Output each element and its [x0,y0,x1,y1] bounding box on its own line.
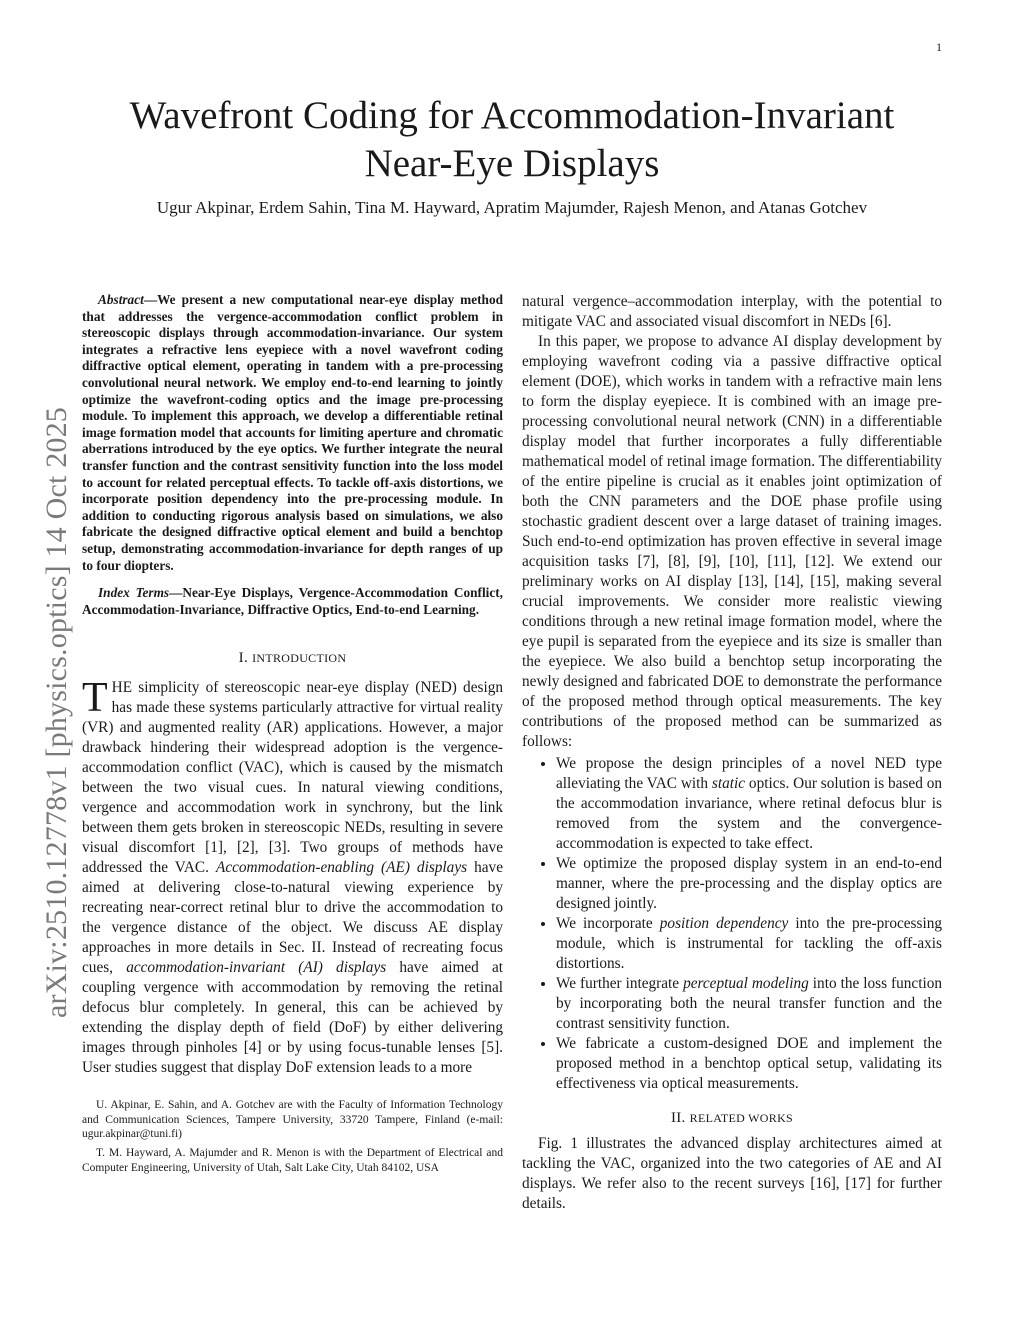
intro-text-c: have aimed at coupling vergence with accommodation by removing the retinal defocus blur completely. In general, this can be achieved by extending the display depth of field (DoF) by either delivering images through pinholes [4] or by using focus-tunable lenses [5]. User studies suggest that display DoF extension leads to a more [82,959,503,1077]
index-terms-label: Index Terms [98,585,170,601]
title-line-1: Wavefront Coding for Accommodation-Invariant [129,94,895,137]
intro-paragraph-1 [82,675,503,1078]
index-terms-text: —Near-Eye Displays, Vergence-Accommodation Conflict, Accommodation-Invariance, Diffractive Optics, End-to-end Learning. [82,585,503,617]
intro-text-b: have aimed at delivering close-to-natural viewing experience by recreating near-correct retinal blur to drive the accommodation to the vergence distance of the object. We discuss AE display approaches in more details in Sec. II. Instead of recreating focus cues, [82,859,503,977]
list-item: • We incorporate position dependency into the pre-processing module, which is instrumental for tackling the off-axis distortions. [556,914,942,974]
intro-text-a: HE simplicity of stereoscopic near-eye display (NED) design has made these systems particularly attractive for virtual reality (VR) and augmented reality (AR) applications. However, a major drawback hindering their widespread adoption is the vergence-accommodation conflict (VAC), which is caused by the mismatch between the two visual cues. In natural viewing conditions, vergence and accommodation work in synchrony, but the link between them gets broken in stereoscopic NEDs, resulting in severe visual discomfort [1], [2], [3]. Two groups of methods have addressed the VAC. [82,679,503,877]
title-line-2: Near-Eye Displays [364,142,660,185]
list-item: • We optimize the proposed display system in an end-to-end manner, where the pre-processing and the display optics are designed jointly. [556,854,942,914]
term-ae-displays: Accommodation-enabling (AE) displays [215,859,468,877]
abstract [82,292,503,574]
section-heading-introduction [82,648,503,668]
right-column [522,292,942,1214]
dropcap: T [82,675,108,722]
author-list: Ugur Akpinar, Erdem Sahin, Tina M. Hayward, Apratim Majumder, Rajesh Menon, and Atanas Gotchev [156,198,868,217]
left-column [82,292,503,1179]
arxiv-id: arXiv:2510.12778v1 [physics.optics] 14 Oct 2025 [40,407,73,1018]
section-number: II. [670,1110,686,1126]
intro-paragraph-2: In this paper, we propose to advance AI display development by employing wavefront coding via a passive diffractive optical element (DOE), which works in tandem with a refractive main lens to form the display eyepiece. It is combined with an image pre-processing convolutional neural network (CNN) in a differentiable display model that further incorporates a fully differentiable mathematical model of retinal image formation. The differentiability of the entire pipeline is crucial as it enables joint optimization of both the CNN parameters and the DOE phase profile using stochastic gradient descent over a large dataset of training images. Such end-to-end optimization has proven effective in several image acquisition tasks [7], [8], [9], [10], [11], [12]. We extend our preliminary works on AI display [13], [14], [15], making several crucial improvements. We consider more realistic viewing conditions through a new retinal image formation model, where the eye pupil is separated from the eyepiece and its size is smaller than the eyepiece. We also build a benchtop setup incorporating the newly designed and fabricated DOE to demonstrate the performance of the proposed method through optical measurements. The key contributions of the proposed method can be summarized as follows: [522,333,942,750]
abstract-text: —We present a new computational near-eye display method that addresses the vergence-accommodation conflict problem in stereoscopic displays through accommodation-invariance. Our system integrates a refractive lens eyepiece with a novel wavefront coding diffractive optical element, operating in tandem with a pre-processing convolutional neural network. We employ end-to-end learning to jointly optimize the wavefront-coding optics and the image pre-processing module. To implement this approach, we develop a differentiable retinal image formation model that accounts for limiting aperture and chromatic aberrations introduced by the eye optics. We further integrate the neural transfer function and the contrast sensitivity function into the loss model to account for related perceptual effects. To tackle off-axis distortions, we incorporate position dependency into the pre-processing module. In addition to conducting rigorous analysis based on simulations, we also fabricate the designed diffractive optical element and build a benchtop setup, demonstrating accommodation-invariance for depth ranges of up to four diopters. [82,292,503,573]
footnotes [82,1098,503,1175]
footnote-affiliation-2: T. M. Hayward, A. Majumder and R. Menon is with the Department of Electrical and Computer Engineering, University of Utah, Salt Lake City, Utah 84102, USA [82,1147,503,1174]
contribution-list [522,754,942,1094]
list-item: • We propose the design principles of a novel NED type alleviating the VAC with static optics. Our solution is based on the accommodation invariance, where retinal defocus blur is removed from the system and the convergence-accommodation is expected to take effect. [556,754,942,854]
paper-title [60,92,964,188]
index-terms [82,585,503,618]
intro-paragraph-1-continued: natural vergence–accommodation interplay, with the potential to mitigate VAC and associated visual discomfort in NEDs [6]. [522,293,942,330]
section-title: RELATED WORKS [689,1111,794,1125]
related-works-paragraph-1: Fig. 1 illustrates the advanced display architectures aimed at tackling the VAC, organized into the two categories of AE and AI displays. We refer also to the recent surveys [16], [17] for further details. [522,1135,942,1212]
section-title: INTRODUCTION [252,651,347,666]
section-heading-related-works [522,1108,942,1128]
abstract-label: Abstract [98,292,144,307]
section-number: I. [238,650,249,667]
list-item: • We fabricate a custom-designed DOE and implement the proposed method in a benchtop optical setup, validating its effectiveness via optical measurements. [556,1034,942,1094]
page-number: 1 [936,40,942,54]
arxiv-watermark [36,318,76,1018]
footnote-affiliation-1: U. Akpinar, E. Sahin, and A. Gotchev are with the Faculty of Information Technology and Communication Sciences, Tampere University, 33720 Tampere, Finland (e-mail: ugur.akpinar@tuni.fi) [82,1099,503,1141]
term-ai-displays: accommodation-invariant (AI) displays [126,959,387,977]
list-item: • We further integrate perceptual modeling into the loss function by incorporating both the neural transfer function and the contrast sensitivity function. [556,974,942,1034]
